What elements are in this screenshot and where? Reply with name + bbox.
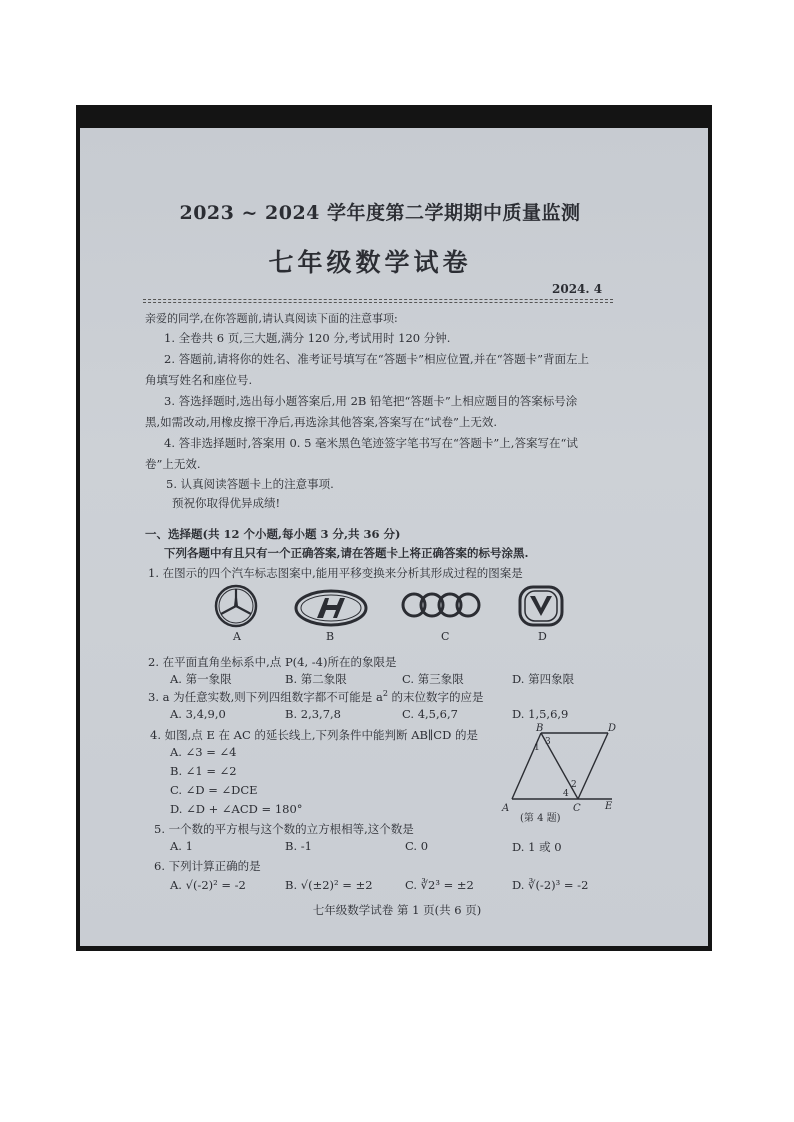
angle-3: 3 xyxy=(545,737,551,747)
q3-text-post: 的末位数字的应是 xyxy=(387,690,484,704)
q3-superscript: 2 xyxy=(382,689,388,699)
exam-subtitle: 七年级数学试卷 xyxy=(268,248,472,277)
notice-line-1: 1. 全卷共 6 页,三大题,满分 120 分,考试用时 120 分钟. xyxy=(164,331,451,345)
question-2-text: 2. 在平面直角坐标系中,点 P(4, -4)所在的象限是 xyxy=(148,655,397,669)
q2-option-a: A. 第一象限 xyxy=(170,672,232,686)
audi-logo-icon xyxy=(400,590,482,620)
question-5-text: 5. 一个数的平方根与这个数的立方根相等,这个数是 xyxy=(154,822,414,836)
header-divider-2 xyxy=(143,302,613,303)
notice-line-5: 5. 认真阅读答题卡上的注意事项. xyxy=(166,477,334,491)
notice-line-4a: 4. 答非选择题时,答案用 0. 5 毫米黑色笔迹签字笔书写在“答题卡”上,答案写在“试 xyxy=(164,436,578,450)
figure-caption: (第 4 题) xyxy=(520,813,561,824)
q4-option-b: B. ∠1 = ∠2 xyxy=(170,764,237,778)
page-footer: 七年级数学试卷 第 1 页(共 6 页) xyxy=(312,903,482,917)
hyundai-logo-icon xyxy=(293,588,369,628)
q1-label-a: A xyxy=(233,630,241,643)
segment-dc xyxy=(578,733,608,799)
changan-logo-icon xyxy=(516,584,566,628)
section-1-instruction: 下列各题中有且只有一个正确答案,请在答题卡上将正确答案的标号涂黑. xyxy=(164,546,529,560)
question-4-text: 4. 如图,点 E 在 AC 的延长线上,下列条件中能判断 AB∥CD 的是 xyxy=(150,728,478,742)
question-1-text: 1. 在图示的四个汽车标志图案中,能用平移变换来分析其形成过程的图案是 xyxy=(148,566,523,580)
notice-line-3b: 黑,如需改动,用橡皮擦干净后,再选涂其他答案,答案写在“试卷”上无效. xyxy=(145,415,498,429)
notice-line-3a: 3. 答选择题时,选出每小题答案后,用 2B 铅笔把“答题卡”上相应题目的答案标号涂 xyxy=(164,394,578,408)
angle-4: 4 xyxy=(563,789,569,799)
mercedes-logo-icon xyxy=(210,582,262,630)
q6-option-c: C. ∛2³ = ±2 xyxy=(405,878,474,892)
question-3-text xyxy=(148,689,484,705)
q3-option-b: B. 2,3,7,8 xyxy=(285,707,341,721)
q3-text-pre: 3. a 为任意实数,则下列四组数字都不可能是 a xyxy=(148,690,383,704)
q6-option-a: A. √(-2)² = -2 xyxy=(170,878,246,892)
point-d: D xyxy=(608,723,617,734)
notice-line-2b: 角填写姓名和座位号. xyxy=(145,373,253,387)
q3-option-a: A. 3,4,9,0 xyxy=(170,707,226,721)
angle-2: 2 xyxy=(571,780,577,790)
exam-title: 2023 ~ 2024 学年度第二学期期中质量监测 xyxy=(179,202,581,224)
q5-option-a: A. 1 xyxy=(170,839,193,853)
q5-option-d: D. 1 或 0 xyxy=(512,840,562,854)
q1-label-d: D xyxy=(538,630,547,643)
point-c: C xyxy=(573,803,581,814)
section-1-heading: 一、选择题(共 12 个小题,每小题 3 分,共 36 分) xyxy=(145,527,401,541)
q5-option-c: C. 0 xyxy=(405,839,429,853)
q3-option-d: D. 1,5,6,9 xyxy=(512,707,569,721)
q6-option-d: D. ∛(-2)³ = -2 xyxy=(512,878,589,892)
header-divider xyxy=(143,299,613,300)
q2-option-b: B. 第二象限 xyxy=(285,672,347,686)
q5-option-b: B. -1 xyxy=(285,839,312,853)
q2-option-d: D. 第四象限 xyxy=(512,672,575,686)
notice-line-2a: 2. 答题前,请将你的姓名、准考证号填写在“答题卡”相应位置,并在“答题卡”背面左上 xyxy=(164,352,589,366)
q2-option-c: C. 第三象限 xyxy=(402,672,464,686)
q4-option-d: D. ∠D + ∠ACD = 180° xyxy=(170,802,303,816)
point-b: B xyxy=(536,723,544,734)
question-6-text: 6. 下列计算正确的是 xyxy=(154,859,261,873)
exam-date: 2024. 4 xyxy=(552,282,603,296)
q4-option-c: C. ∠D = ∠DCE xyxy=(170,783,258,797)
notice-intro: 亲爱的同学,在你答题前,请认真阅读下面的注意事项: xyxy=(145,312,398,325)
q4-geometry-figure xyxy=(496,720,624,826)
notice-line-4b: 卷”上无效. xyxy=(145,457,201,471)
notice-wish: 预祝你取得优异成绩! xyxy=(172,496,281,510)
q6-option-b: B. √(±2)² = ±2 xyxy=(285,878,373,892)
point-a: A xyxy=(502,803,510,814)
q4-option-a: A. ∠3 = ∠4 xyxy=(170,745,237,759)
q3-option-c: C. 4,5,6,7 xyxy=(402,707,458,721)
q1-label-c: C xyxy=(441,630,450,643)
q1-label-b: B xyxy=(326,630,335,643)
angle-1: 1 xyxy=(534,743,540,753)
point-e: E xyxy=(605,801,613,812)
